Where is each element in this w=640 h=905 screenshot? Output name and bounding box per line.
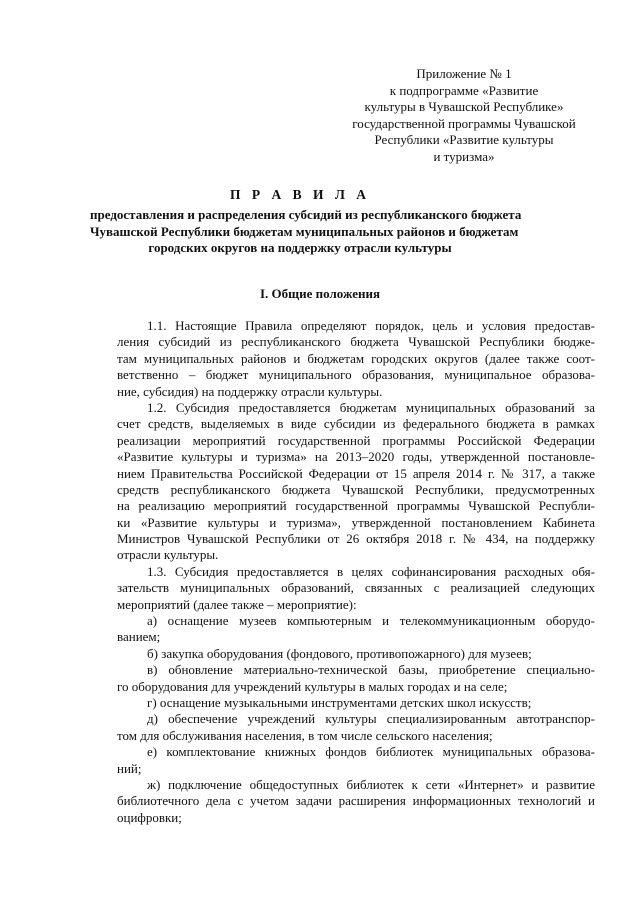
body-line: ветственно – бюджет муниципального образования, муниципальное образова- (117, 367, 595, 383)
body-line: ки «Развитие культуры и туризма», утвержденной постановлением Кабинета (117, 514, 595, 530)
body-line: ления субсидий из республиканского бюджета Чувашской Республики бюдже- (117, 334, 595, 350)
section-heading: I. Общие положения (260, 286, 380, 301)
body-line: а) оснащение музеев компьютерным и телекоммуникационным оборудо- (147, 613, 595, 629)
body-line: ж) подключение общедоступных библиотек к сети «Интернет» и развитие (147, 776, 595, 792)
body-line: там муниципальных районов и бюджетам городских округов (далее также соот- (117, 350, 595, 366)
body-line: ний; (117, 760, 142, 776)
body-line: мероприятий (далее также – мероприятие): (117, 596, 357, 612)
subtitle-line: Чувашской Республики бюджетам муниципальных районов и бюджетам (90, 223, 519, 239)
body-line: 1.1. Настоящие Правила определяют порядок, цель и условия предостав- (147, 318, 595, 333)
body-line: «Развитие культуры и туризма» на 2013–2020 годы, утвержденной постановле- (117, 449, 595, 465)
body-line: ванием; (117, 629, 161, 645)
document-title: П Р А В И Л А (229, 187, 371, 202)
body-line: реализации мероприятий государственной программы Российской Федерации (117, 432, 595, 448)
body-line: ние, субсидия) на поддержку отрасли культуры. (117, 383, 383, 399)
appendix-line: государственной программы Чувашской (352, 115, 576, 131)
body-line: счет средств, выделяемых в виде субсидии из федерального бюджета в рамках (117, 416, 595, 432)
appendix-line: и туризма» (433, 148, 495, 164)
body-line: д) обеспечение учреждений культуры специализированным автотранспор- (147, 711, 595, 727)
body-line: библиотечного дела с учетом задачи расширения информационных технологий и (117, 793, 595, 809)
body-line: е) комплектование книжных фондов библиотек муниципальных образова- (147, 744, 595, 760)
body-line: 1.3. Субсидия предоставляется в целях софинансирования расходных обя- (147, 563, 595, 579)
body-line: Министров Чувашской Республики от 26 октября 2018 г. № 434, на поддержку (117, 531, 595, 547)
body-line: в) обновление материально-технической базы, приобретение специально- (147, 662, 595, 678)
body-line: оцифровки; (117, 809, 182, 825)
body-line: б) закупка оборудования (фондового, противопожарного) для музеев; (147, 645, 532, 661)
document-subtitle (90, 207, 522, 257)
body-line: средств республиканского бюджета Чувашской Республики, предусмотренных (117, 481, 595, 497)
body-line: отрасли культуры. (117, 547, 219, 563)
appendix-line: Республики «Развитие культуры (374, 132, 554, 147)
appendix-note (340, 66, 588, 165)
body-line: зательств муниципальных образований, связанных с реализацией следующих (117, 580, 595, 596)
subtitle-line: городских округов на поддержку отрасли культуры (148, 240, 452, 255)
appendix-line: к подпрограмме «Развитие (389, 82, 539, 98)
body-line: на реализацию мероприятий государственной программы Чувашской Республи- (117, 498, 595, 514)
body-line: нием Правительства Российской Федерации от 15 апреля 2014 г. № 317, а также (117, 465, 595, 481)
appendix-line: Приложение № 1 (416, 66, 512, 81)
appendix-line: культуры в Чувашской Республике» (364, 99, 564, 114)
subtitle-line: предоставления и распределения субсидий из республиканского бюджета (90, 207, 522, 222)
body-line: 1.2. Субсидия предоставляется бюджетам муниципальных образований за (147, 399, 595, 415)
body-line: г) оснащение музыкальными инструментами детских школ искусств; (147, 694, 532, 710)
body-line: го оборудования для учреждений культуры в малых городах и на селе; (117, 678, 508, 694)
body-line: том для обслуживания населения, в том числе сельского населения; (117, 727, 493, 743)
body-text (117, 318, 595, 826)
